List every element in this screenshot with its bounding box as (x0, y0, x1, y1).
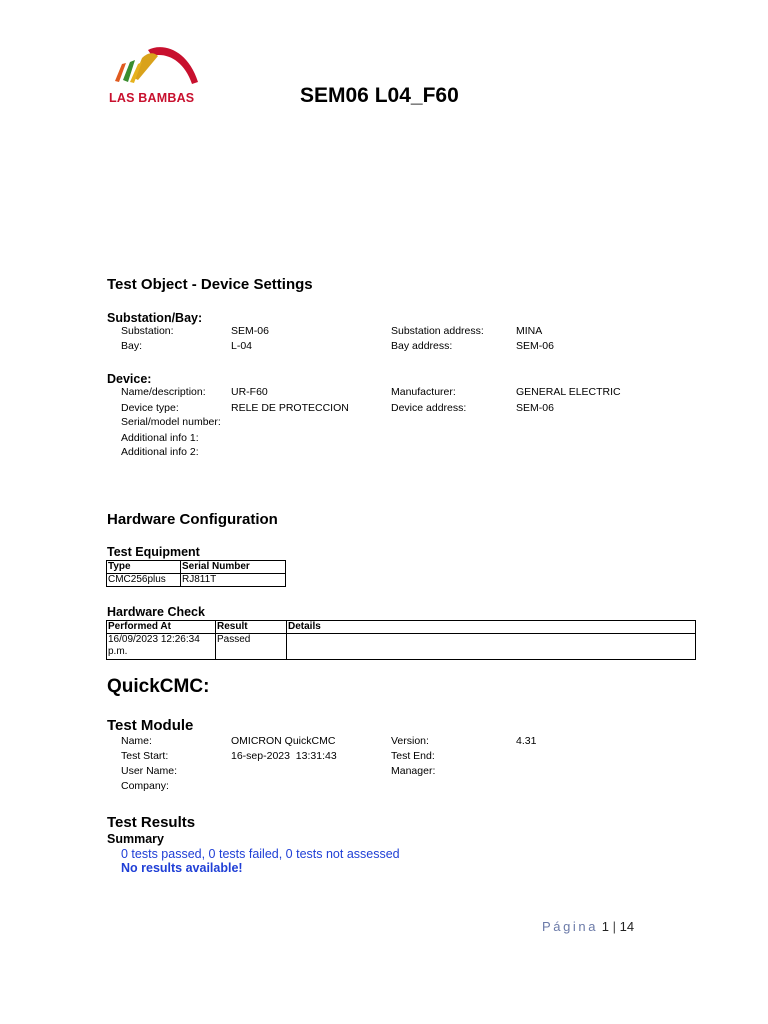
user-name-label: User Name: (121, 765, 178, 777)
document-title: SEM06 L04_F60 (300, 84, 459, 107)
table-cell: RJ811T (181, 574, 286, 587)
device-heading: Device: (107, 372, 152, 386)
module-name-label: Name: (121, 735, 152, 747)
page-total: 14 (619, 919, 635, 934)
summary-text: 0 tests passed, 0 tests failed, 0 tests not assessed (121, 847, 400, 861)
table-row (107, 574, 286, 587)
no-results-text: No results available! (121, 861, 243, 875)
manufacturer-value: GENERAL ELECTRIC (516, 386, 621, 398)
device-name-label: Name/description: (121, 386, 206, 398)
test-object-heading: Test Object - Device Settings (107, 276, 313, 293)
version-value: 4.31 (516, 735, 537, 747)
device-type-label: Device type: (121, 402, 179, 414)
substation-value: SEM-06 (231, 325, 269, 337)
device-address-value: SEM-06 (516, 402, 554, 414)
table-header-cell: Result (216, 621, 287, 634)
module-name-value: OMICRON QuickCMC (231, 735, 336, 747)
summary-heading: Summary (107, 832, 164, 846)
device-type-value: RELE DE PROTECCION (231, 402, 349, 414)
table-header-cell: Serial Number (181, 561, 286, 574)
version-label: Version: (391, 735, 429, 747)
additional-info-1-label: Additional info 1: (121, 432, 199, 444)
table-cell (287, 634, 696, 660)
table-cell: CMC256plus (107, 574, 181, 587)
device-name-value: UR-F60 (231, 386, 268, 398)
page-separator: | (612, 919, 616, 934)
manager-label: Manager: (391, 765, 436, 777)
test-start-value: 16-sep-2023 13:31:43 (231, 750, 337, 762)
test-equipment-table (106, 560, 286, 587)
bay-label: Bay: (121, 340, 143, 352)
serial-label: Serial/model number: (121, 416, 221, 428)
table-header-cell: Type (107, 561, 181, 574)
manufacturer-label: Manufacturer: (391, 386, 456, 398)
table-header-row (107, 561, 286, 574)
table-cell: 16/09/2023 12:26:34 p.m. (107, 634, 216, 660)
bay-address-value: SEM-06 (516, 340, 554, 352)
device-address-label: Device address: (391, 402, 467, 414)
table-header-cell: Details (287, 621, 696, 634)
substation-heading: Substation/Bay: (107, 311, 203, 325)
test-module-heading: Test Module (107, 717, 194, 734)
company-label: Company: (121, 780, 169, 792)
page-number: 1 (601, 919, 609, 934)
test-equipment-heading: Test Equipment (107, 545, 200, 559)
page-word: Página (542, 919, 599, 934)
quickcmc-heading: QuickCMC: (107, 676, 210, 697)
hardware-heading: Hardware Configuration (107, 511, 278, 528)
additional-info-2-label: Additional info 2: (121, 446, 199, 458)
table-header-cell: Performed At (107, 621, 216, 634)
test-results-heading: Test Results (107, 814, 196, 831)
logo-text: LAS BAMBAS (109, 91, 195, 105)
page-footer (542, 919, 634, 934)
substation-label: Substation: (121, 325, 174, 337)
hardware-check-heading: Hardware Check (107, 605, 205, 619)
substation-address-label: Substation address: (391, 325, 484, 337)
table-cell: Passed (216, 634, 287, 660)
test-end-label: Test End: (391, 750, 435, 762)
bay-value: L-04 (231, 340, 253, 352)
hardware-check-table (106, 620, 696, 660)
test-start-label: Test Start: (121, 750, 169, 762)
bay-address-label: Bay address: (391, 340, 453, 352)
table-header-row (107, 621, 696, 634)
table-row (107, 634, 696, 660)
substation-address-value: MINA (516, 325, 543, 337)
